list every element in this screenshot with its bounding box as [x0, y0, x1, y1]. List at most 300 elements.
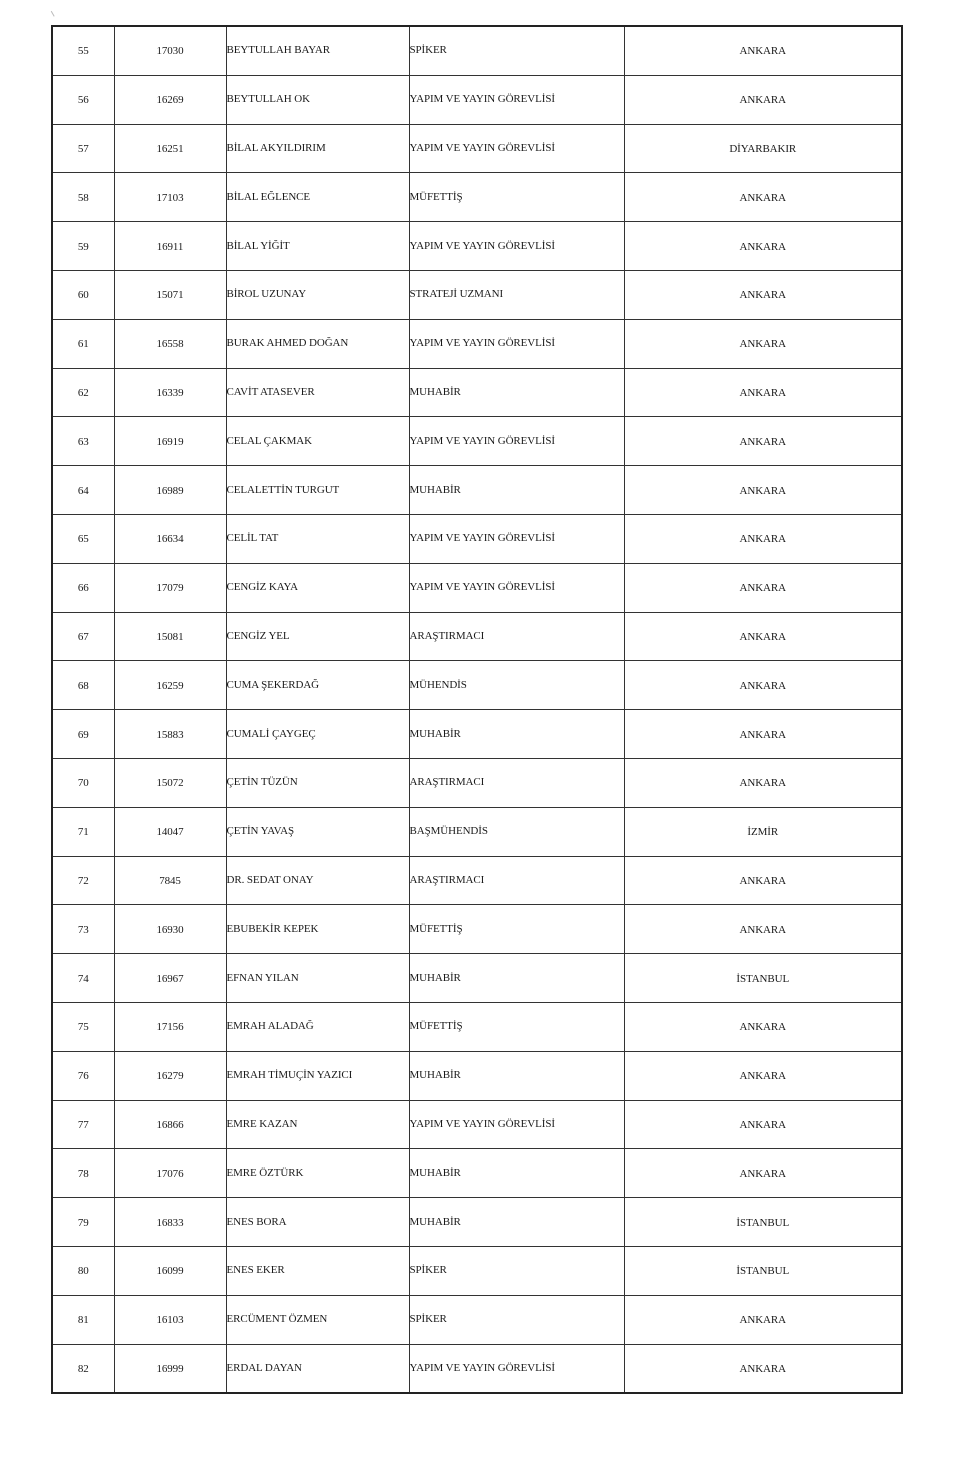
table-row — [52, 417, 902, 466]
job-title-cell — [409, 514, 624, 563]
full-name: ENES EKER — [226, 1264, 285, 1277]
table-row — [52, 26, 902, 75]
registry-number: 17076 — [156, 1167, 184, 1180]
job-title: YAPIM VE YAYIN GÖREVLİSİ — [409, 1117, 555, 1130]
full-name-cell — [226, 710, 409, 759]
table-row — [52, 612, 902, 661]
registry-number-cell — [114, 222, 226, 271]
registry-number: 16558 — [156, 338, 184, 351]
row-number-cell — [52, 612, 114, 661]
row-number-cell — [52, 1246, 114, 1295]
personnel-table-body — [52, 26, 902, 1393]
table-row — [52, 661, 902, 710]
table-row — [52, 368, 902, 417]
personnel-table — [51, 25, 903, 1394]
full-name: CENGİZ YEL — [226, 629, 290, 642]
city: ANKARA — [739, 1118, 786, 1131]
full-name-cell — [226, 661, 409, 710]
row-number-cell — [52, 124, 114, 173]
registry-number: 16269 — [156, 94, 184, 107]
full-name-cell — [226, 1002, 409, 1051]
row-number: 65 — [77, 533, 89, 546]
job-title: SPİKER — [409, 1264, 447, 1277]
registry-number-cell — [114, 856, 226, 905]
table-row — [52, 1002, 902, 1051]
full-name-cell — [226, 758, 409, 807]
city: ANKARA — [739, 289, 786, 302]
registry-number: 16251 — [156, 142, 184, 155]
full-name: DR. SEDAT ONAY — [226, 873, 314, 886]
row-number-cell — [52, 75, 114, 124]
full-name: CUMA ŞEKERDAĞ — [226, 678, 320, 691]
full-name: BİLAL EĞLENCE — [226, 190, 311, 203]
full-name-cell — [226, 319, 409, 368]
registry-number: 16634 — [156, 533, 184, 546]
city: ANKARA — [739, 582, 786, 595]
row-number: 56 — [77, 94, 89, 107]
city-cell — [624, 1149, 902, 1198]
table-row — [52, 1295, 902, 1344]
registry-number-cell — [114, 26, 226, 75]
city: ANKARA — [739, 728, 786, 741]
registry-number-cell — [114, 612, 226, 661]
row-number: 62 — [77, 386, 89, 399]
row-number-cell — [52, 710, 114, 759]
full-name-cell — [226, 1295, 409, 1344]
row-number: 58 — [77, 191, 89, 204]
job-title-cell — [409, 612, 624, 661]
city-cell — [624, 612, 902, 661]
row-number-cell — [52, 222, 114, 271]
full-name-cell — [226, 222, 409, 271]
registry-number: 16919 — [156, 435, 184, 448]
row-number-cell — [52, 1051, 114, 1100]
full-name-cell — [226, 563, 409, 612]
job-title-cell — [409, 26, 624, 75]
row-number: 55 — [77, 45, 89, 58]
job-title: MÜFETTİŞ — [409, 1020, 463, 1033]
row-number-cell — [52, 368, 114, 417]
registry-number: 17156 — [156, 1021, 184, 1034]
registry-number: 15072 — [156, 777, 184, 790]
full-name: BEYTULLAH BAYAR — [226, 44, 331, 57]
row-number-cell — [52, 26, 114, 75]
full-name: EMRAH ALADAĞ — [226, 1020, 314, 1033]
job-title: YAPIM VE YAYIN GÖREVLİSİ — [409, 93, 555, 106]
table-row — [52, 563, 902, 612]
row-number-cell — [52, 1344, 114, 1393]
full-name-cell — [226, 1051, 409, 1100]
table-row — [52, 856, 902, 905]
row-number-cell — [52, 417, 114, 466]
row-number: 60 — [77, 289, 89, 302]
table-row — [52, 1051, 902, 1100]
registry-number: 15883 — [156, 728, 184, 741]
full-name-cell — [226, 466, 409, 515]
full-name: EFNAN YILAN — [226, 971, 299, 984]
table-row — [52, 173, 902, 222]
job-title: MUHABİR — [409, 1069, 461, 1082]
city-cell — [624, 1246, 902, 1295]
table-row — [52, 270, 902, 319]
full-name-cell — [226, 954, 409, 1003]
city: ANKARA — [739, 386, 786, 399]
registry-number-cell — [114, 758, 226, 807]
full-name-cell — [226, 1246, 409, 1295]
city-cell — [624, 1051, 902, 1100]
table-row — [52, 222, 902, 271]
registry-number: 17079 — [156, 582, 184, 595]
registry-number-cell — [114, 661, 226, 710]
city-cell — [624, 1295, 902, 1344]
city: İZMİR — [747, 826, 779, 839]
row-number: 63 — [77, 435, 89, 448]
table-row — [52, 514, 902, 563]
city-cell — [624, 75, 902, 124]
registry-number: 16967 — [156, 972, 184, 985]
row-number: 72 — [77, 874, 89, 887]
city-cell — [624, 466, 902, 515]
table-row — [52, 466, 902, 515]
full-name-cell — [226, 368, 409, 417]
city-cell — [624, 856, 902, 905]
job-title-cell — [409, 563, 624, 612]
registry-number-cell — [114, 1002, 226, 1051]
registry-number: 16339 — [156, 386, 184, 399]
city-cell — [624, 368, 902, 417]
registry-number-cell — [114, 368, 226, 417]
table-row — [52, 1246, 902, 1295]
job-title-cell — [409, 222, 624, 271]
row-number-cell — [52, 905, 114, 954]
row-number-cell — [52, 270, 114, 319]
registry-number-cell — [114, 1295, 226, 1344]
job-title: MUHABİR — [409, 1215, 461, 1228]
job-title: MUHABİR — [409, 727, 461, 740]
row-number: 61 — [77, 338, 89, 351]
table-row — [52, 710, 902, 759]
row-number: 78 — [77, 1167, 89, 1180]
row-number-cell — [52, 466, 114, 515]
city-cell — [624, 1002, 902, 1051]
city: ANKARA — [739, 94, 786, 107]
row-number-cell — [52, 954, 114, 1003]
table-row — [52, 807, 902, 856]
job-title-cell — [409, 905, 624, 954]
city: İSTANBUL — [736, 972, 790, 985]
job-title: SPİKER — [409, 1313, 447, 1326]
full-name-cell — [226, 807, 409, 856]
row-number-cell — [52, 758, 114, 807]
registry-number-cell — [114, 1198, 226, 1247]
job-title: MÜHENDİS — [409, 678, 467, 691]
row-number-cell — [52, 807, 114, 856]
row-number-cell — [52, 856, 114, 905]
full-name: ERCÜMENT ÖZMEN — [226, 1313, 328, 1326]
city-cell — [624, 514, 902, 563]
row-number-cell — [52, 1100, 114, 1149]
table-row — [52, 75, 902, 124]
registry-number: 16930 — [156, 923, 184, 936]
row-number: 71 — [77, 826, 89, 839]
job-title-cell — [409, 758, 624, 807]
city: ANKARA — [739, 1314, 786, 1327]
full-name: BİLAL AKYILDIRIM — [226, 141, 326, 154]
job-title-cell — [409, 124, 624, 173]
job-title-cell — [409, 1051, 624, 1100]
registry-number-cell — [114, 75, 226, 124]
table-row — [52, 758, 902, 807]
full-name: CENGİZ KAYA — [226, 581, 299, 594]
registry-number: 16833 — [156, 1216, 184, 1229]
table-row — [52, 1149, 902, 1198]
full-name: CELİL TAT — [226, 532, 279, 545]
registry-number: 16911 — [156, 240, 184, 253]
registry-number: 16099 — [156, 1265, 184, 1278]
city: İSTANBUL — [736, 1265, 790, 1278]
registry-number-cell — [114, 514, 226, 563]
row-number: 81 — [77, 1314, 89, 1327]
registry-number: 15071 — [156, 289, 184, 302]
city: ANKARA — [739, 874, 786, 887]
job-title-cell — [409, 1198, 624, 1247]
row-number-cell — [52, 514, 114, 563]
row-number: 69 — [77, 728, 89, 741]
city-cell — [624, 563, 902, 612]
full-name-cell — [226, 75, 409, 124]
registry-number-cell — [114, 710, 226, 759]
full-name-cell — [226, 26, 409, 75]
city: ANKARA — [739, 1070, 786, 1083]
full-name: CUMALİ ÇAYGEÇ — [226, 727, 316, 740]
city: ANKARA — [739, 1362, 786, 1375]
row-number: 79 — [77, 1216, 89, 1229]
city-cell — [624, 124, 902, 173]
row-number-cell — [52, 1149, 114, 1198]
job-title: MUHABİR — [409, 483, 461, 496]
job-title: YAPIM VE YAYIN GÖREVLİSİ — [409, 239, 555, 252]
row-number-cell — [52, 1295, 114, 1344]
row-number: 66 — [77, 582, 89, 595]
city: ANKARA — [739, 435, 786, 448]
row-number: 64 — [77, 484, 89, 497]
row-number-cell — [52, 563, 114, 612]
full-name-cell — [226, 612, 409, 661]
city-cell — [624, 1344, 902, 1393]
table-row — [52, 1100, 902, 1149]
full-name-cell — [226, 417, 409, 466]
job-title: ARAŞTIRMACI — [409, 873, 485, 886]
job-title-cell — [409, 1295, 624, 1344]
full-name-cell — [226, 1149, 409, 1198]
job-title-cell — [409, 417, 624, 466]
city: DİYARBAKIR — [729, 142, 797, 155]
job-title-cell — [409, 1246, 624, 1295]
city: ANKARA — [739, 484, 786, 497]
full-name: ÇETİN TÜZÜN — [226, 776, 298, 789]
registry-number: 16279 — [156, 1070, 184, 1083]
city: ANKARA — [739, 777, 786, 790]
city: ANKARA — [739, 1167, 786, 1180]
full-name-cell — [226, 1344, 409, 1393]
registry-number-cell — [114, 270, 226, 319]
city-cell — [624, 1100, 902, 1149]
job-title-cell — [409, 1149, 624, 1198]
full-name: BEYTULLAH OK — [226, 93, 310, 106]
city-cell — [624, 954, 902, 1003]
job-title-cell — [409, 466, 624, 515]
registry-number: 7845 — [159, 874, 181, 887]
registry-number-cell — [114, 1100, 226, 1149]
city: ANKARA — [739, 679, 786, 692]
table-row — [52, 954, 902, 1003]
full-name: EMRE KAZAN — [226, 1117, 298, 1130]
registry-number: 17030 — [156, 45, 184, 58]
job-title: MÜFETTİŞ — [409, 190, 463, 203]
job-title-cell — [409, 368, 624, 417]
row-number: 77 — [77, 1118, 89, 1131]
row-number: 68 — [77, 679, 89, 692]
city-cell — [624, 173, 902, 222]
job-title: BAŞMÜHENDİS — [409, 825, 488, 838]
registry-number: 15081 — [156, 630, 184, 643]
job-title-cell — [409, 1344, 624, 1393]
job-title-cell — [409, 1002, 624, 1051]
table-row — [52, 905, 902, 954]
registry-number-cell — [114, 1344, 226, 1393]
city-cell — [624, 758, 902, 807]
job-title-cell — [409, 173, 624, 222]
city: İSTANBUL — [736, 1216, 790, 1229]
registry-number: 16999 — [156, 1362, 184, 1375]
city-cell — [624, 319, 902, 368]
city-cell — [624, 417, 902, 466]
city: ANKARA — [739, 923, 786, 936]
job-title-cell — [409, 270, 624, 319]
job-title: YAPIM VE YAYIN GÖREVLİSİ — [409, 1361, 555, 1374]
job-title-cell — [409, 1100, 624, 1149]
full-name-cell — [226, 905, 409, 954]
job-title: MÜFETTİŞ — [409, 922, 463, 935]
row-number: 82 — [77, 1362, 89, 1375]
full-name-cell — [226, 856, 409, 905]
job-title-cell — [409, 954, 624, 1003]
job-title: YAPIM VE YAYIN GÖREVLİSİ — [409, 532, 555, 545]
registry-number: 17103 — [156, 191, 184, 204]
job-title: STRATEJİ UZMANI — [409, 288, 504, 301]
table-row — [52, 1344, 902, 1393]
row-number: 59 — [77, 240, 89, 253]
city-cell — [624, 26, 902, 75]
registry-number-cell — [114, 807, 226, 856]
registry-number-cell — [114, 124, 226, 173]
row-number-cell — [52, 1002, 114, 1051]
full-name: CAVİT ATASEVER — [226, 385, 315, 398]
full-name-cell — [226, 124, 409, 173]
row-number-cell — [52, 319, 114, 368]
job-title-cell — [409, 75, 624, 124]
job-title: ARAŞTIRMACI — [409, 629, 485, 642]
job-title: ARAŞTIRMACI — [409, 776, 485, 789]
city: ANKARA — [739, 45, 786, 58]
full-name-cell — [226, 173, 409, 222]
registry-number: 16866 — [156, 1118, 184, 1131]
row-number: 70 — [77, 777, 89, 790]
registry-number-cell — [114, 417, 226, 466]
registry-number-cell — [114, 1051, 226, 1100]
full-name: CELALETTİN TURGUT — [226, 483, 340, 496]
city-cell — [624, 222, 902, 271]
full-name: EBUBEKİR KEPEK — [226, 922, 319, 935]
job-title: MUHABİR — [409, 1166, 461, 1179]
registry-number: 16103 — [156, 1314, 184, 1327]
registry-number-cell — [114, 954, 226, 1003]
full-name: BİLAL YİĞİT — [226, 239, 290, 252]
registry-number-cell — [114, 466, 226, 515]
city-cell — [624, 661, 902, 710]
row-number-cell — [52, 661, 114, 710]
full-name-cell — [226, 270, 409, 319]
full-name: BURAK AHMED DOĞAN — [226, 337, 349, 350]
row-number: 76 — [77, 1070, 89, 1083]
registry-number-cell — [114, 563, 226, 612]
job-title-cell — [409, 661, 624, 710]
row-number: 67 — [77, 630, 89, 643]
row-number-cell — [52, 173, 114, 222]
job-title-cell — [409, 319, 624, 368]
registry-number-cell — [114, 1246, 226, 1295]
job-title: MUHABİR — [409, 385, 461, 398]
full-name-cell — [226, 1100, 409, 1149]
city-cell — [624, 270, 902, 319]
row-number: 75 — [77, 1021, 89, 1034]
full-name-cell — [226, 514, 409, 563]
row-number-cell — [52, 1198, 114, 1247]
city-cell — [624, 1198, 902, 1247]
full-name: CELAL ÇAKMAK — [226, 434, 312, 447]
full-name: ÇETİN YAVAŞ — [226, 825, 294, 838]
job-title-cell — [409, 710, 624, 759]
registry-number-cell — [114, 1149, 226, 1198]
full-name-cell — [226, 1198, 409, 1247]
scan-artifact — [51, 9, 57, 16]
job-title: YAPIM VE YAYIN GÖREVLİSİ — [409, 141, 555, 154]
job-title: SPİKER — [409, 44, 447, 57]
row-number: 80 — [77, 1265, 89, 1278]
registry-number-cell — [114, 319, 226, 368]
job-title-cell — [409, 856, 624, 905]
table-row — [52, 124, 902, 173]
registry-number: 16989 — [156, 484, 184, 497]
city-cell — [624, 807, 902, 856]
row-number: 57 — [77, 142, 89, 155]
city: ANKARA — [739, 191, 786, 204]
city: ANKARA — [739, 338, 786, 351]
job-title: YAPIM VE YAYIN GÖREVLİSİ — [409, 434, 555, 447]
full-name: ENES BORA — [226, 1215, 287, 1228]
full-name: EMRE ÖZTÜRK — [226, 1166, 304, 1179]
city-cell — [624, 710, 902, 759]
city: ANKARA — [739, 1021, 786, 1034]
full-name: BİROL UZUNAY — [226, 288, 307, 301]
registry-number: 16259 — [156, 679, 184, 692]
city-cell — [624, 905, 902, 954]
row-number: 73 — [77, 923, 89, 936]
city: ANKARA — [739, 240, 786, 253]
full-name: ERDAL DAYAN — [226, 1361, 302, 1374]
job-title: YAPIM VE YAYIN GÖREVLİSİ — [409, 337, 555, 350]
full-name: EMRAH TİMUÇİN YAZICI — [226, 1069, 353, 1082]
